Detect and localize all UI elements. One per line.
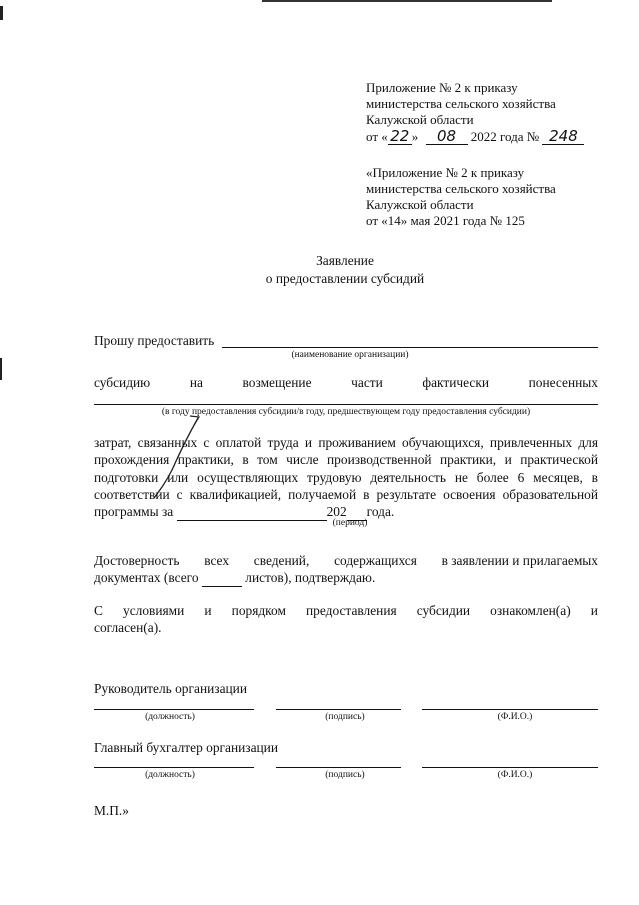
conditions-line-2: согласен(а).: [94, 620, 162, 635]
quoted-header-line-4: от «14» мая 2021 года № 125: [366, 213, 525, 228]
conditions-word: и: [204, 603, 212, 618]
stamp-place: М.П.»: [94, 803, 129, 818]
conditions-word: С: [94, 603, 103, 618]
date-day: 22: [388, 128, 412, 145]
head-signature-line: [276, 709, 401, 710]
date-month: 08: [426, 128, 468, 145]
header-date-line: [366, 128, 584, 145]
accountant-signature-caption: (подпись): [325, 770, 365, 780]
header-line-2: министерства сельского хозяйства: [366, 96, 556, 111]
header-line-3: Калужской области: [366, 112, 474, 127]
accountant-name-line: [422, 767, 598, 768]
quoted-header-line-3: Калужской области: [366, 197, 474, 212]
conditions-word: порядком: [231, 603, 286, 618]
reliability-word: сведений,: [253, 553, 310, 568]
title-line-1: Заявление: [316, 253, 374, 268]
head-position-caption: (должность): [145, 712, 195, 722]
head-label: Руководитель организации: [94, 681, 248, 696]
pages-prefix: документах (всего: [94, 570, 199, 585]
subsidy-word: субсидию: [94, 375, 151, 390]
period-field: [177, 503, 327, 521]
date-mid: »: [411, 129, 419, 144]
accountant-signature-line: [276, 767, 401, 768]
document-title: [230, 252, 460, 288]
scan-mark-corner: [0, 6, 3, 20]
accountant-label: Главный бухгалтер организации: [94, 740, 279, 755]
conditions-word: и: [590, 603, 598, 618]
year-caption: (в году предоставления субсидии/в году, предшествующем году предоставления субсидии): [161, 407, 531, 417]
subsidy-word: фактически: [422, 375, 489, 390]
quoted-header-line-1: «Приложение № 2 к приказу: [366, 165, 525, 180]
request-label: Прошу предоставить: [94, 333, 215, 348]
scan-mark-left-bar: [0, 358, 2, 380]
accountant-name-caption: (Ф.И.О.): [497, 770, 533, 780]
body-paragraph-text: затрат, связанных с оплатой труда и проживанием обучающихся, привлеченных для прохождения практики, в том числе производственной практики, и практической подготовки или осуществляющих трудовую деятельность не более 6 месяцев, в соответствии с квалификацией, получаемой в результате освоения образовательной программы за: [94, 435, 598, 520]
conditions-word: субсидии: [416, 603, 471, 618]
head-position-line: [94, 709, 254, 710]
conditions-word: ознакомлен(а): [490, 603, 571, 618]
pages-count-field: [202, 570, 242, 587]
body-paragraph: [94, 434, 598, 521]
title-line-2: о предоставлении субсидий: [265, 271, 425, 286]
reliability-line-2: [94, 570, 375, 587]
reliability-word: содержащихся: [334, 553, 417, 568]
head-name-line: [422, 709, 598, 710]
scan-mark-top-line: [262, 0, 552, 2]
period-caption: (период): [332, 518, 368, 528]
year-suffix: года.: [366, 504, 395, 520]
reliability-word: всех: [204, 553, 230, 568]
head-signature-caption: (подпись): [325, 712, 365, 722]
reliability-line-1: [94, 553, 598, 569]
order-number: 248: [542, 128, 584, 145]
subsidy-line: [94, 375, 598, 391]
head-name-caption: (Ф.И.О.): [497, 712, 533, 722]
header-block: [366, 80, 584, 145]
organization-name-caption: (наименование организации): [291, 350, 409, 360]
subsidy-word: понесенных: [528, 375, 598, 390]
year-prefix: 202: [326, 504, 347, 520]
date-suffix: 2022 года №: [470, 129, 540, 144]
header-line-1: Приложение № 2 к приказу: [366, 80, 518, 95]
conditions-word: предоставления: [306, 603, 397, 618]
subsidy-word: на: [189, 375, 203, 390]
conditions-word: условиями: [123, 603, 185, 618]
subsidy-word: возмещение: [242, 375, 312, 390]
quoted-header-block: [366, 165, 556, 229]
year-line: [94, 404, 598, 405]
conditions-line-1: [94, 603, 598, 619]
pages-suffix: листов), подтверждаю.: [245, 570, 376, 585]
subsidy-word: части: [351, 375, 383, 390]
organization-name-line: [222, 347, 598, 348]
accountant-position-caption: (должность): [145, 770, 195, 780]
quoted-header-line-2: министерства сельского хозяйства: [366, 181, 556, 196]
reliability-word: Достоверность: [94, 553, 180, 568]
accountant-position-line: [94, 767, 254, 768]
reliability-word: в заявлении и прилагаемых: [441, 553, 598, 568]
date-prefix: от «: [366, 129, 388, 144]
